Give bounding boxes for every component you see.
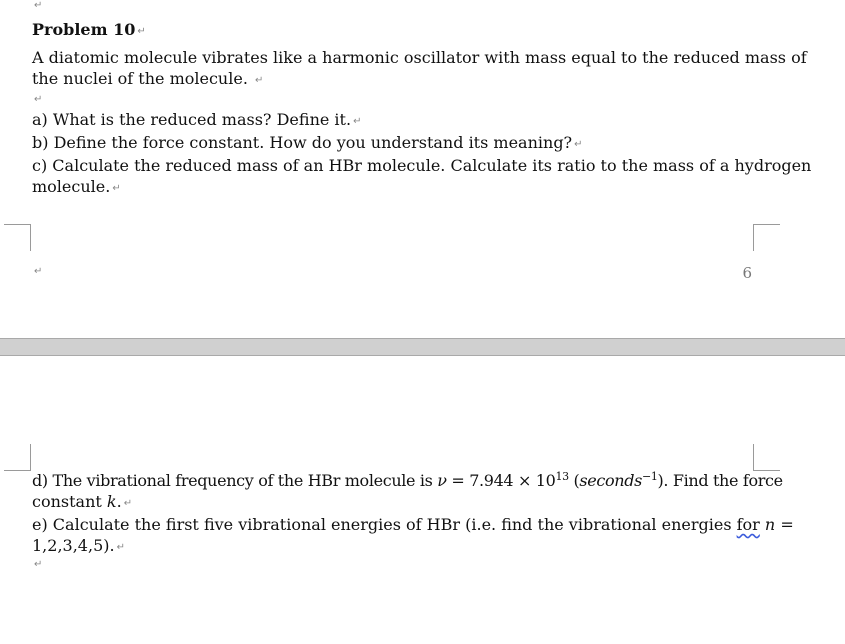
unit-seconds: seconds [579,471,642,490]
questions-list-continued [32,470,794,558]
paragraph-mark: ↵ [353,116,362,127]
unit-open: ( [568,471,580,490]
paragraph-mark: ↵ [255,75,264,86]
question-e-values: 1,2,3,4,5). [32,536,115,555]
paragraph-mark: ↵ [116,542,125,553]
question-b: b) Define the force constant. How do you understand its meaning? [32,133,573,152]
paragraph-mark: ↵ [123,498,133,509]
nu-symbol: ν [437,471,447,490]
question-d-text-2: constant [32,492,107,511]
intro-line-1: A diatomic molecule vibrates like a harmonic oscillator with mass equal to the reduced mass of [32,48,807,67]
unit-exponent: −1 [642,470,658,483]
paragraph-mark: ↵ [34,266,43,277]
frequency-value: = 7.944 × 10 [446,471,556,490]
question-c-line-2: molecule. [32,177,111,196]
paragraph-mark: ↵ [137,26,146,37]
paragraph-mark: ↵ [112,183,121,194]
question-d-text: d) The vibrational frequency of the HBr molecule is [32,471,438,490]
question-e-equals: = [775,515,794,534]
question-a: a) What is the reduced mass? Define it. [32,110,352,129]
n-symbol: n [764,515,776,534]
frequency-exponent: 13 [555,470,569,483]
paragraph-mark: ↵ [34,0,43,11]
document-page-bottom [0,356,845,644]
paragraph-mark: ↵ [574,139,583,150]
paragraph-mark: ↵ [34,94,43,105]
question-d-end: ). Find the force [657,471,783,490]
question-e-text: e) Calculate the first five vibrational energies of HBr (i.e. find the vibrational energies [32,515,737,534]
question-e-line-2 [32,535,753,558]
question-c-line-1: c) Calculate the reduced mass of an HBr molecule. Calculate its ratio to the mass of a hydrogen [32,156,812,175]
questions-list [32,109,812,199]
question-d-line-2 [32,491,753,514]
question-e-line-1 [32,514,794,535]
page-number: 6 [742,264,752,282]
margin-corner-mark [753,444,780,471]
question-d-line-1 [32,470,783,491]
intro-line-2: the nuclei of the molecule. [32,69,253,88]
margin-corner-mark [4,444,31,471]
intro-paragraph [32,47,807,91]
question-d-period: . [116,492,122,511]
problem-heading [32,19,753,42]
problem-title: Problem 10 [32,20,136,39]
spelling-flag-for: for [736,515,760,534]
page-break-gap [0,338,845,356]
paragraph-mark: ↵ [34,559,43,570]
k-symbol: k [106,492,117,511]
margin-corner-mark [753,224,780,251]
margin-corner-mark [4,224,31,251]
